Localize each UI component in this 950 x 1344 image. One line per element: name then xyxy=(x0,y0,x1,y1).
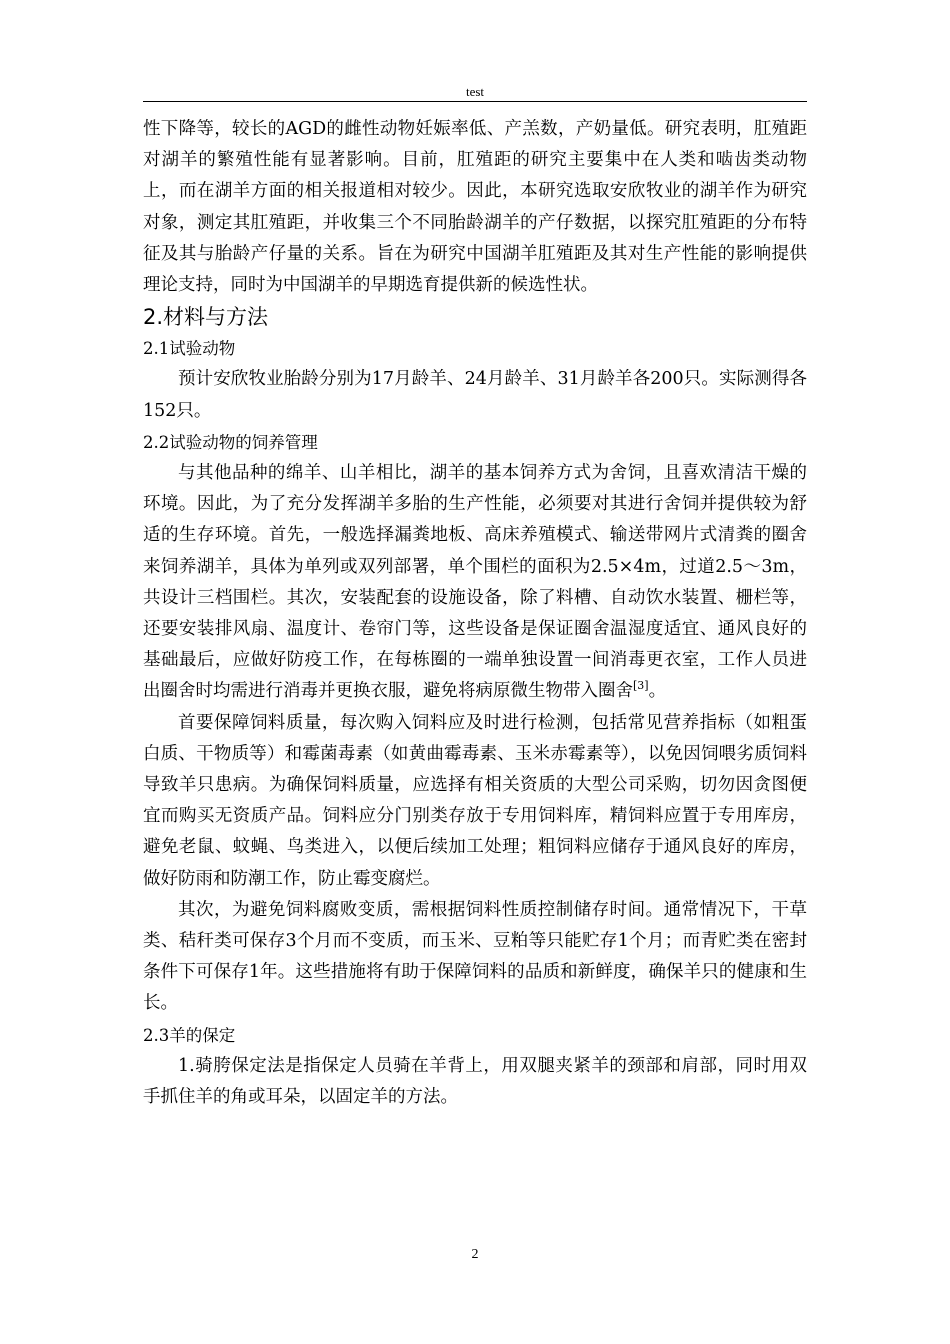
intro-paragraph-continuation: 性下降等，较长的AGD的雌性动物妊娠率低、产羔数，产奶量低。研究表明，肛殖距对湖羊的繁殖性能有显著影响。目前，肛殖距的研究主要集中在人类和啮齿类动物上，而在湖羊方面的相关报道相对较少。因此，本研究选取安欣牧业的湖羊作为研究对象，测定其肛殖距，并收集三个不同胎龄湖羊的产仔数据，以探究肛殖距的分布特征及其与胎龄产仔量的关系。旨在为研究中国湖羊肛殖距及其对生产性能的影响提供理论支持，同时为中国湖羊的早期选育提供新的候选性状。 xyxy=(143,119,807,296)
paragraph-housing xyxy=(143,458,807,708)
citation-reference: [3] xyxy=(633,679,649,693)
paragraph-housing-end: 。 xyxy=(648,681,667,702)
subsection-heading-2-3: 2.3羊的保定 xyxy=(143,1025,236,1045)
page-number: 2 xyxy=(471,1247,479,1262)
page-header: test xyxy=(465,84,485,99)
subsection-heading-2-2: 2.2试验动物的饲养管理 xyxy=(143,432,318,452)
paragraph-housing-text: 与其他品种的绵羊、山羊相比，湖羊的基本饲养方式为舍饲，且喜欢清洁干燥的环境。因此，为了充分发挥湖羊多胎的生产性能，必须要对其进行舍饲并提供较为舒适的生存环境。首先，一般选择漏粪地板、高床养殖模式、输送带网片式清粪的圈舍来饲养湖羊，具体为单列或双列部署，单个围栏的面积为2.5×4m，过道2.5～3m，共设计三档围栏。其次，安装配套的设施设备，除了料槽、自动饮水装置、栅栏等，还要安装排风扇、温度计、卷帘门等，这些设备是保证圈舍温湿度适宜、通风良好的基础最后，应做好防疫工作，在每栋圈的一端单独设置一间消毒更衣室，工作人员进出圈舍时均需进行消毒并更换衣服，避免将病原微生物带入圈舍 xyxy=(143,463,807,702)
page-body xyxy=(143,114,807,1113)
subsection-heading-2-1: 2.1试验动物 xyxy=(143,339,236,359)
paragraph-feed-quality: 首要保障饲料质量，每次购入饲料应及时进行检测，包括常见营养指标（如粗蛋白质、干物质等）和霉菌毒素（如黄曲霉毒素、玉米赤霉素等），以免因饲喂劣质饲料导致羊只患病。为确保饲料质量，应选择有相关资质的大型公司采购，切勿因贪图便宜而购买无资质产品。饲料应分门别类存放于专用饲料库，精饲料应置于专用库房，避免老鼠、蚊蝇、鸟类进入，以便后续加工处理；粗饲料应储存于通风良好的库房，做好防雨和防潮工作，防止霉变腐烂。 xyxy=(143,712,807,889)
paragraph-test-animals: 预计安欣牧业胎龄分别为17月龄羊、24月龄羊、31月龄羊各200只。实际测得各152只。 xyxy=(143,369,807,421)
section-heading-materials-methods: 2.材料与方法 xyxy=(143,305,269,330)
paragraph-feed-storage: 其次，为避免饲料腐败变质，需根据饲料性质控制储存时间。通常情况下，干草类、秸秆类可保存3个月而不变质，而玉米、豆粕等只能贮存1个月；而青贮类在密封条件下可保存1年。这些措施将有助于保障饲料的品质和新鲜度，确保羊只的健康和生长。 xyxy=(143,899,807,1014)
paragraph-restraint-method: 1.骑胯保定法是指保定人员骑在羊背上，用双腿夹紧羊的颈部和肩部，同时用双手抓住羊的角或耳朵，以固定羊的方法。 xyxy=(143,1055,807,1108)
header-rule xyxy=(143,101,807,102)
